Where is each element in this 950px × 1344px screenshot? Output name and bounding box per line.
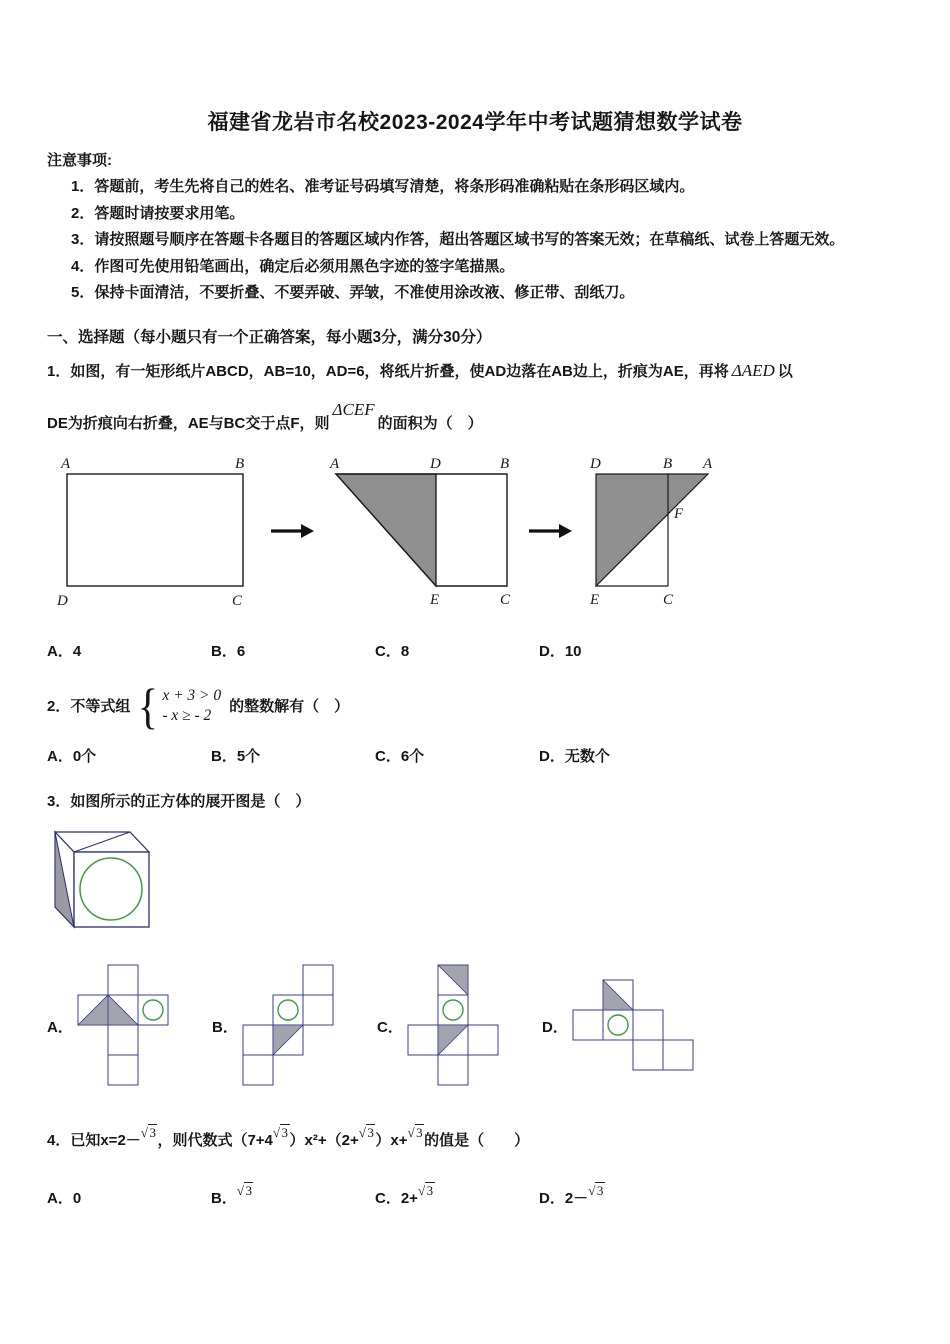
fig2-label-d: D [430, 455, 441, 472]
fig2-label-a: A [330, 455, 340, 472]
arrow-head [301, 524, 314, 538]
q4-text-part: 4．已知x=2－ [47, 1132, 141, 1149]
q4-option-a: A．0 [47, 1190, 82, 1207]
q2-post: 的整数解有（ ） [229, 698, 350, 716]
inequality-system [162, 687, 221, 725]
notice-item-4: 4．作图可先使用铅笔画出，确定后必须用黑色字迹的签字笔描黑。 [71, 257, 515, 275]
fig3-label-c: C [663, 591, 674, 608]
question-2 [47, 677, 903, 767]
sqrt-3-radical: √ 3 [417, 1183, 434, 1198]
q3-option-c [377, 963, 542, 1089]
radical-sign: √ [140, 1125, 148, 1140]
q1-line2 [47, 399, 903, 436]
radical-sign: √ [417, 1183, 426, 1198]
q1-option-b: B．6 [211, 642, 246, 660]
q3-option-a-label: A． [47, 1018, 73, 1036]
net-option-a [76, 963, 172, 1089]
q1-option-a: A．4 [47, 642, 82, 660]
system-brace: { [138, 677, 159, 734]
fig1-label-b: B [235, 455, 245, 472]
radical-sign: √ [236, 1183, 244, 1198]
inequality-2: - x ≥ - 2 [162, 706, 212, 724]
q1-figures [53, 452, 903, 610]
shaded-triangle-dae [596, 474, 708, 586]
q2-options [47, 745, 903, 766]
q4-text-part: 的值是（ ） [424, 1132, 530, 1149]
q4-text-part: ）x+ [375, 1132, 408, 1149]
fig2-label-c: C [500, 591, 511, 608]
question-4 [47, 1125, 903, 1208]
radical-sign: √ [407, 1125, 415, 1140]
sqrt-3-radical: √ 3 [236, 1183, 252, 1198]
fig2-label-b: B [500, 455, 510, 472]
sqrt-3-radical: √ 3 [140, 1125, 156, 1140]
arrow-right-icon [526, 519, 574, 543]
q1-line2-text: DE为折痕向右折叠，AE与BC交于点F，则 [47, 414, 330, 432]
fig3-label-a: A [703, 455, 713, 472]
q4-text-part: ，则代数式（7+4 [157, 1132, 273, 1149]
notice-heading: 注意事项: [47, 152, 112, 169]
notice-item-2: 2．答题时请按要求用笔。 [71, 204, 245, 222]
q1-line1-text: 1．如图，有一矩形纸片ABCD，AB=10，AD=6，将纸片折叠，使AD边落在AB边上，折痕为AE，再将 [47, 362, 729, 380]
q1-figure-step1 [53, 452, 258, 610]
q3-option-d-label: D． [542, 1018, 568, 1036]
arrow-right-icon [268, 519, 316, 543]
sqrt-3-radical: √ 3 [588, 1183, 604, 1198]
q1-line1-tail: 以 [777, 362, 793, 380]
section-1-heading: 一、选择题（每小题只有一个正确答案，每小题3分，满分30分） [47, 328, 492, 346]
q2-option-b: B．5个 [211, 748, 261, 765]
q3-option-c-label: C． [377, 1018, 403, 1036]
q2-option-c: C．6个 [375, 748, 425, 765]
q2-text [47, 677, 903, 734]
q2-option-d: D．无数个 [539, 748, 610, 765]
math-triangle-aed: ΔAED [731, 360, 775, 380]
rectangle-abcd [67, 474, 243, 586]
inequality-1: x + 3 > 0 [162, 686, 222, 704]
fig3-label-d: D [590, 455, 601, 472]
arrow-head [559, 524, 572, 538]
question-3 [47, 790, 903, 1089]
notice-item-3: 3．请按照题号顺序在答题卡各题目的答题区域内作答，超出答题区域书写的答案无效；在草稿纸、试卷上答题无效。 [71, 231, 845, 248]
sqrt-3-radical: √ 3 [407, 1125, 423, 1140]
fig3-label-b: B [663, 455, 673, 472]
fig3-label-f: F [674, 505, 684, 522]
q1-option-d: D．10 [539, 642, 582, 660]
q1-line1 [47, 359, 903, 384]
q3-cube-figure [49, 822, 903, 939]
fig1-label-d: D [57, 592, 68, 609]
q1-line2-tail: 的面积为（ ） [377, 414, 483, 432]
q4-option-b: B．√ 3 [211, 1183, 252, 1207]
q3-option-b-label: B． [212, 1018, 238, 1036]
q3-text: 3．如图所示的正方体的展开图是（ ） [47, 793, 311, 810]
cube-figure [49, 822, 199, 934]
fig1-label-c: C [232, 592, 243, 609]
fig1-label-a: A [61, 455, 71, 472]
q4-option-d: D．2－√ 3 [539, 1183, 604, 1207]
q3-option-d [542, 963, 707, 1089]
net-option-b [241, 963, 337, 1089]
notice-item-1: 1．答题前，考生先将自己的姓名、准考证号码填写清楚，将条形码准确粘贴在条形码区域内。 [71, 178, 695, 195]
q4-text-part: ）x²+（2+ [289, 1132, 359, 1149]
q3-option-a [47, 963, 212, 1089]
q1-option-c: C．8 [375, 642, 410, 660]
cube-front-face [74, 852, 149, 927]
notice-section [47, 148, 903, 307]
sqrt-3-radical: √ 3 [272, 1125, 289, 1140]
q1-options [47, 640, 903, 661]
q1-figure-step2 [326, 452, 516, 610]
q2-pre: 2．不等式组 [47, 698, 131, 716]
q3-options-row [47, 963, 903, 1089]
q4-option-c: C．2+√ 3 [375, 1183, 434, 1207]
net-option-c [406, 963, 502, 1089]
radical-sign: √ [358, 1125, 366, 1140]
q4-text [47, 1125, 903, 1153]
sqrt-3-radical: √ 3 [358, 1125, 374, 1140]
fig2-label-e: E [430, 591, 440, 608]
q4-options [47, 1183, 903, 1208]
radical-sign: √ [588, 1183, 596, 1198]
fig3-label-e: E [590, 591, 600, 608]
q2-option-a: A．0个 [47, 748, 97, 765]
math-triangle-cef: ΔCEF [332, 399, 375, 419]
paper-title: 福建省龙岩市名校2023-2024学年中考试题猜想数学试卷 [207, 111, 743, 134]
q3-option-b [212, 963, 377, 1089]
q1-figure-step3 [584, 452, 724, 610]
question-1 [47, 359, 903, 661]
notice-item-5: 5．保持卡面清洁，不要折叠、不要弄破、弄皱，不准使用涂改液、修正带、刮纸刀。 [71, 284, 635, 301]
radical-sign: √ [272, 1125, 281, 1140]
net-option-d [571, 978, 697, 1074]
